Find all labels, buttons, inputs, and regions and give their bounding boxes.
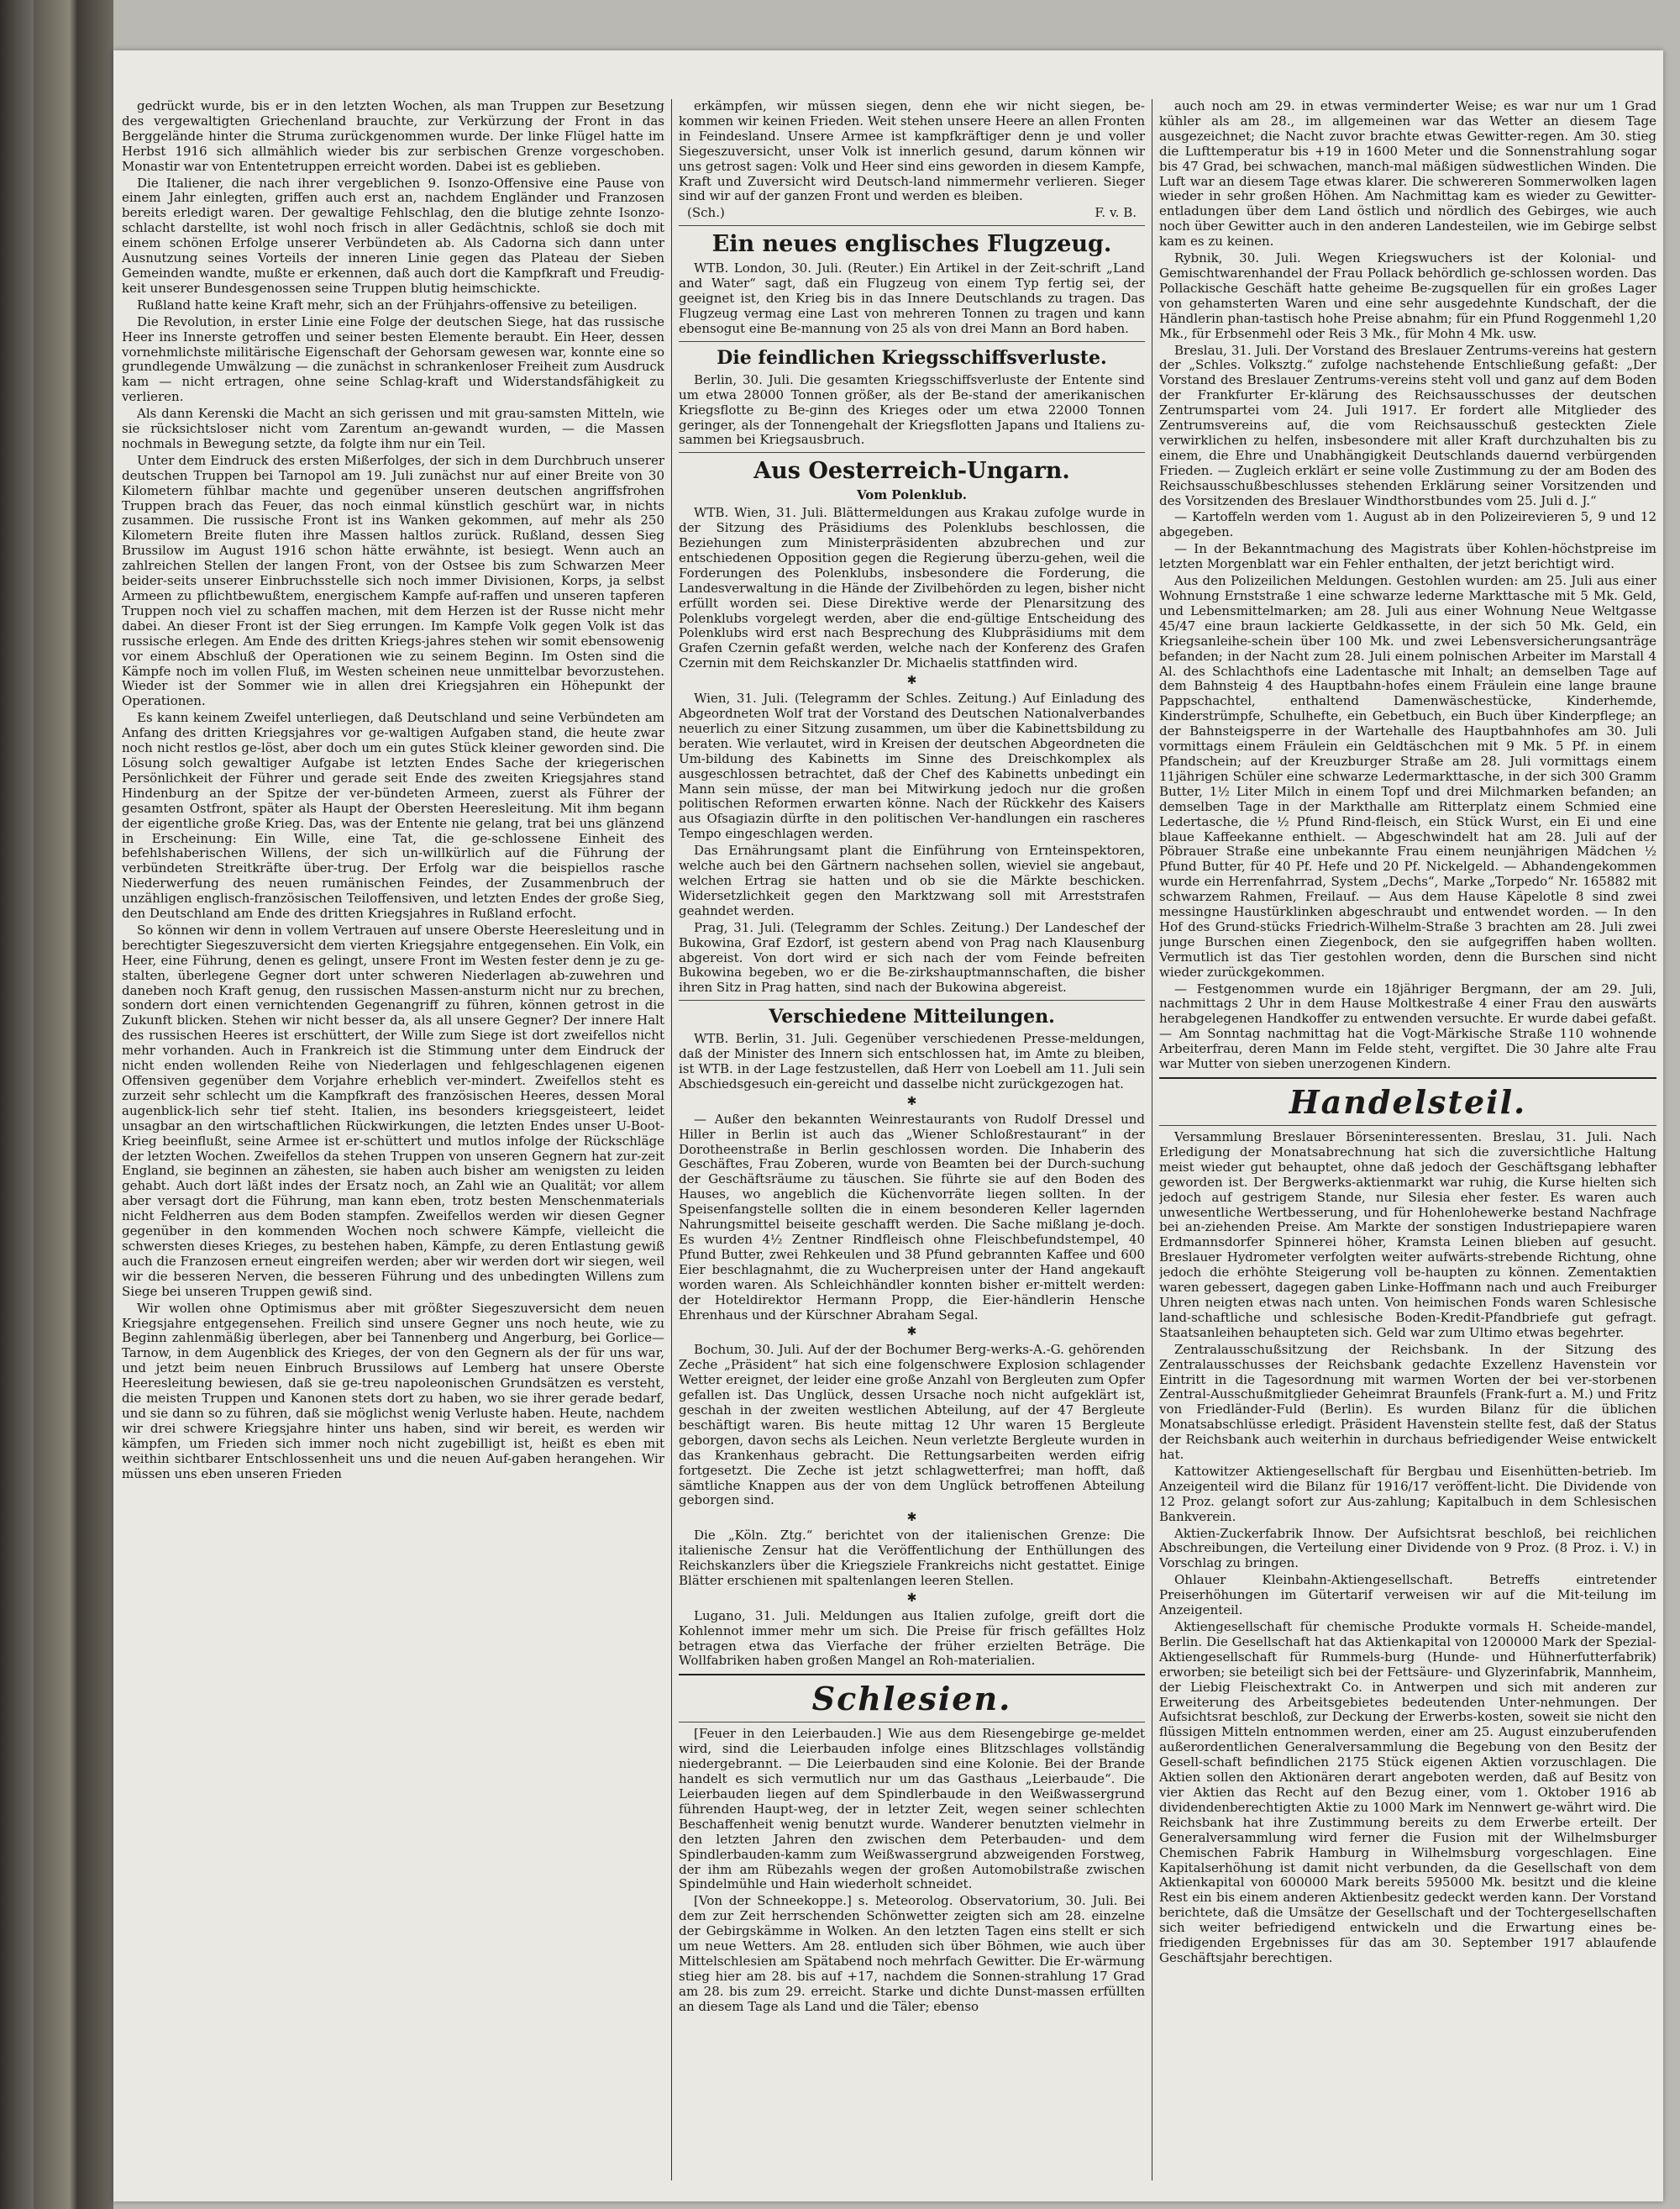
section-star: ✱	[906, 1591, 917, 1605]
headline-mitteilungen: Verschiedene Mitteilungen.	[769, 1006, 1055, 1028]
article-paragraph: Als dann Kerenski die Macht an sich gerissen und mit grau-samsten Mitteln, wie sie rücksichtsloser nicht vom Zarentum an-gewandt wurden, — die Massen nochmals in Bewegung setzte, da folgte ihm nur ein Teil.	[122, 406, 664, 451]
article-paragraph: WTB. Berlin, 31. Juli. Gegenüber verschiedenen Presse-meldungen, daß der Minister des Innern sich entschlossen hat, im Amte zu bleiben, ist WTB. in der Lage festzustellen, daß Herr von Loebell am 11. Juli sein Abschiedsgesuch ein-gereicht und dasselbe nicht zurückgezogen hat.	[679, 1031, 1145, 1091]
separator	[679, 1674, 1145, 1675]
article-paragraph: auch noch am 29. in etwas verminderter Weise; es war nur um 1 Grad kühler als am 28., im allgemeinen war das Wetter an diesem Tage ausgezeichnet; die Nacht zuvor brachte etwas Gewitter-regen. Am 30. stieg die Lufttemperatur bis +19 in 1600 Meter und die Sonnenstrahlung sogar bis 47 Grad, bei schwachen, manch-mal mäßigen südwestlichen Winden. Die Luft war an diesem Tage etwas klarer. Die schwereren Sommerwolken lagen wieder in sehr großen Höhen. Am Nachmittag kam es wieder zu Gewitter-entladungen über dem Land östlich und nördlich des Gebirges, wie auch noch über Gewitter auch in den anderen Landesteilen, wie im Gebirge selbst kam es zu keinen.	[1159, 99, 1656, 250]
signature-left: (Sch.)	[687, 205, 725, 221]
article-paragraph: Ohlauer Kleinbahn-Aktiengesellschaft. Betreffs eintretender Preiserhöhungen im Gütertarif verweisen wir auf die Mit-teilung im Anzeigenteil.	[1159, 1572, 1656, 1618]
section-star: ✱	[906, 1511, 917, 1525]
mitteilungen-body	[679, 1032, 1145, 1669]
subhead-polenklub: Vom Polenklub.	[856, 487, 968, 503]
article-paragraph: [Feuer in den Leierbauden.] Wie aus dem Riesengebirge ge-meldet wird, sind die Leierbauden infolge eines Blitzschlages vollständig niedergebrannt. — Die Leierbauden sind eine Kolonie. Bei der Brande handelt es sich vermutlich nur um das Gasthaus „Leierbaude“. Die Leierbauden liegen auf dem Spindlerbaude in den Weißwassergrund führenden Haupt-weg, der in letzter Zeit, wegen seiner schlechten Beschaffenheit wenig benutzt wurde. Wanderer benutzten vielmehr in den letzten Jahren den zwischen dem Peterbauden- und dem Spindlerbauden-kamm zum Weißwassergrund abzweigenden Forstweg, der ihm am Rübezahls wegen der großen Automobilstraße zwischen Spindelmühle und Hain wiederholt schneidet.	[679, 1726, 1145, 1892]
article-flugzeug: WTB. London, 30. Juli. (Reuter.) Ein Artikel in der Zeit-schrift „Land and Water“ sagt, daß ein Flugzeug von einem Typ fertig sei, der geeignet ist, den Krieg bis in das Innere Deutschlands zu tragen. Das Flugzeug vermag eine Last von mehreren Tonnen zu tragen und kann ebensogut eine Be-mannung von 25 als von drei Mann an Bord haben.	[679, 260, 1145, 336]
article-paragraph: Versammlung Breslauer Börseninteressenten. Breslau, 31. Juli. Nach Erledigung der Monatsabrechnung hat sich die zuversichtliche Haltung meist wieder gut behauptet, ohne daß jedoch der Geschäftsgang lebhafter geworden ist. Der Bergwerks-aktienmarkt war ruhig, die Kurse hielten sich jedoch auf gestrigem Stande, nur Silesia eher fester. Es waren auch unwesentliche Wertbesserung, und für Hohenlohewerke bestand Nachfrage bei an-ziehenden Preise. Am Markte der sonstigen Industriepapiere waren Erdmannsdorfer Spinnerei höher, Kramsta Leinen blieben auf gesucht. Breslauer Hydrometer verfolgten weiter aufwärts-strebende Richtung, ohne jedoch die erhöhte Steigerung voll be-haupten zu können. Zementaktien waren gebessert, dagegen gaben Linke-Hoffmann nach und auch Freiburger Uhren neigten etwas nach unten. Von heimischen Fonds waren Schlesische land-schaftliche und schlesische Boden-Kredit-Pfandbriefe gut gefragt. Staatsanleihen behaupteten sich. Geld war zum Ultimo etwas begehrter.	[1159, 1129, 1656, 1340]
article-paragraph: Rußland hatte keine Kraft mehr, sich an der Frühjahrs-offensive zu beteiligen.	[137, 297, 638, 313]
schlesien-body	[679, 1727, 1145, 2014]
article-paragraph: Breslau, 31. Juli. Der Vorstand des Breslauer Zentrums-vereins hat gestern der „Schles. Volksztg.“ zufolge nachstehende Entschließung gefaßt: „Der Vorstand des Breslauer Zentrums-vereins steht voll und ganz auf dem Boden der Frankfurter Er-klärung des Reichsausschusses der deutschen Zentrumspartei vom 24. Juli 1917. Er fordert alle Mitglieder des Zentrumsvereins auf, die vom Reichsausschuß gesteckten Ziele verwirklichen zu helfen, insbesondere mit aller Kraft durchzuhalten bis zu einem, die Ehre und Unabhängigkeit Deutschlands dauernd verbürgenden Frieden. — Zugleich erklärt er seine volle Zustimmung zu der am Boden des Reichsausschußbeschlusses stehenden Erklärung seiner Vorsitzenden und des Vorsitzenden des Breslauer Windthorstbundes vom 25. Juli d. J.“	[1159, 342, 1656, 508]
column-3-local-news	[1159, 99, 1656, 1072]
column-rule-1	[671, 99, 672, 2180]
article-paragraph: Bochum, 30. Juli. Auf der der Bochumer Berg-werks-A.-G. gehörenden Zeche „Präsident“ hat sich eine folgenschwere Explosion schlagender Wetter ereignet, der leider eine große Anzahl von Bergleuten zum Opfer gefallen ist. Das Unglück, dessen Ursache noch nicht aufgeklärt ist, geschah in der zweiten westlichen Abteilung, auf der 47 Bergleute beschäftigt waren. Bis heute mittag 12 Uhr waren 15 Bergleute geborgen, davon sechs als Leichen. Neun verletzte Bergleute wurden in das Krankenhaus gebracht. Die Rettungsarbeiten werden eifrig fortgesetzt. Die Zeche ist jetzt schlagwetterfrei; man hofft, daß sämtliche Knappen aus der von dem Unglück betroffenen Abteilung geborgen sind.	[679, 1342, 1145, 1508]
separator	[679, 225, 1145, 226]
article-paragraph: So können wir denn in vollem Vertrauen auf unsere Oberste Heeresleitung und in berechtigter Siegeszuversicht dem vierten Kriegsjahre entgegensehen. Ein Volk, ein Heer, eine Führung, denen es gelingt, unsere Front im Westen fester denn je zu ge-stalten, überlegene Gegner dort unter schweren Niederlagen ab-zuwehren und daneben noch Kraft genug, den russischen Massen-ansturm nicht nur zu brechen, sondern dort einen vernichtenden Gegenangriff zu führen, können getrost in die Zukunft blicken. Stehen wir nicht besser da, als all unsere Gegner? Der innere Halt des russischen Heeres ist erschüttert, der Wille zum Siege ist dort zweifellos nicht mehr vorhanden. Auch in Frankreich ist die Stimmung unter dem Eindruck der nicht enden wollenden Reihe von Niederlagen und fehlgeschlagenen eigenen Offensiven gegenüber dem Vorjahre erheblich ver-mindert. Zweifellos steht es zurzeit sehr schlecht um die Kampfkraft des französischen Heeres, dessen Moral augenblick-lich sehr tief steht. Italien, ins besonders kriegsgeisteert, leidet unsagbar an den wirtschaftlichen Rückwirkungen, die letzten Endes unser U-Boot-Krieg beeinflußt, seine Armee ist er-schüttert und mutlos infolge der Rückschläge der letzten Wochen. Zweifellos da stehen Truppen von unseren Gegnern hat zur-zeit England, sie beginnen an zähesten, sie haben auch bisher am wenigsten zu leiden gehabt. Auch dort läßt indes der Ersatz noch, an Zahl wie an Qualität; vor allem aber versagt dort die Führung, man kann eben, trotz besten Menschenmaterials nicht Feldherren aus dem Boden stampfen. Zweifellos werden wir diesen Gegner gegenüber in den kommenden Wochen noch schwere Kämpfe, vielleicht die schwersten dieses Krieges, zu bestehen haben, Kämpfe, zu deren Entlastung gewiß auch die Franzosen erneut eingreifen werden; aber wir werden dort wir siegen, weil wir die besseren Nerven, die besseren Führung und des unbedingten Willens zum Siege bei unseren Truppen gewiß sind.	[122, 922, 664, 1299]
article-signature	[687, 206, 1137, 221]
article-paragraph: Unter dem Eindruck des ersten Mißerfolges, der sich in dem Durchbruch unserer deutschen Truppen bei Tarnopol am 19. Juli zunächst nur auf einer Breite von 30 Kilometern fühlbar machte und gegenüber unseren deutschen angriffsfrohen Truppen brach das Feuer, das noch einmal künstlich geschürt war, in nichts zusammen. Die russische Front ist ins Wanken gekommen, auf mehr als 250 Kilometern Breite fluten ihre Massen haltlos zurück. Rußland, dessen Sieg Brussilow im August 1916 schon hätte erwähnte, ist besiegt. Wenn auch an zahlreichen Stellen der langen Front, von der Ostsee bis zum Schwarzen Meer beider-seits unserer Einbruchsstelle sich noch immer Divisionen, Korps, ja selbst Armeen zu pflichtbewußtem, energischem Kampfe auf-raffen und unseren tapferen Truppen noch viel zu schaffen machen, mit dem Herzen ist der Russe nicht mehr dabei. An dieser Front ist der Sieg errungen. Im Kampfe Volk gegen Volk ist das russische erlegen. Am Ende des dritten Kriegs-jahres stehen wir somit ebensowenig vor einem Abschluß der Operationen wie zu seinem Beginn. Im Osten sind die Kämpfe noch im vollen Fluß, im Westen scheinen neue unmittelbar bevorzustehen. Wieder ist der Sommer wie in allen drei Kriegsjahren ein Höhepunkt der Operationen.	[122, 452, 664, 709]
column-3	[1159, 99, 1656, 2180]
article-paragraph: Aktiengesellschaft für chemische Produkte vormals H. Scheide-mandel, Berlin. Die Gesellschaft hat das Aktienkapital von 1200000 Mark der Spezial-Aktiengesellschaft für Rummels-burg (Hunde- und Hühnerfutterfabrik) erworben; sie beteiligt sich bei der Fettsäure- und Glyzerinfabrik, Mannheim, der Liebig Fleischextrakt Co. in Antwerpen und sich mit anderen zur Erweiterung des Arbeitsgebietes bedeutenden Unter-nehmungen. Der Aufsichtsrat beschloß, zur Deckung der Erwerbs-kosten, soweit sie nicht den flüssigen Mitteln entnommen werden, einer am 25. August einzuberufenden außerordentlichen Generalversammlung die Begebung von den Besitz der Gesell-schaft befindlichen 2175 Stück eigenen Aktien vorzuschlagen. Die Aktien sollen den Aktionären derart angeboten werden, daß auf Besitz von vier Aktien das Recht auf den Bezug einer, vom 1. Oktober 1916 ab dividendenberechtigten Aktie zu 1000 Mark im Nennwert ge-währt wird. Die Reichsbank hat ihre Zustimmung bereits zu dem Erwerbe erteilt. Der Generalversammlung wird ferner die Fusion mit der Wilhelmsburger Chemischen Fabrik Hamburg in Wilhelmsburg vorgeschlagen. Eine Kapitalserhöhung ist damit nicht verbunden, da die Gesellschaft von dem Aktienkapital von 600000 Mark bereits 595000 Mk. besitzt und die kleine Rest ein bis einem anderen Aktienbesitz gedeckt werden kann. Der Vorstand berichtete, daß die Umsätze der Gesellschaft und der Tochtergesellschaften sich weiter befriedigend entwickeln und die Erwartung eines be-friedigenden Ergebnisses für das am 30. September 1917 ablaufende Geschäftsjahr berechtigen.	[1159, 1619, 1656, 1965]
handelsteil-body	[1159, 1130, 1656, 1966]
page-edges	[34, 0, 113, 2209]
article-paragraph: Zentralausschußsitzung der Reichsbank. In der Sitzung des Zentralausschusses der Reichsbank gedachte Exzellenz Havenstein vor Eintritt in die Tagesordnung mit warmen Worten der bei ver-storbenen Zentral-Ausschußmitglieder Geheimrat Braunfels (Frank-furt a. M.) und Fritz von Friedländer-Fuld (Berlin). Es wurden Bilanz für die üblichen Monatsabschlüsse erledigt. Präsident Havenstein stellte fest, daß der Status der Reichsbank auch weiterhin in durchaus befriedigender Weise entwickelt hat.	[1159, 1341, 1656, 1463]
article-ernaehrung: Das Ernährungsamt plant die Einführung von Ernteinspektoren, welche auch bei den Gärtnern nachsehen sollen, wieviel sie angebaut, welchen Ertrag sie hatten und ob sie die Märkte beschicken. Widersetzlichkeit gegen den Marktzwang soll mit Arreststrafen geahndet werden.	[679, 843, 1145, 918]
article-paragraph: — Außer den bekannten Weinrestaurants von Rudolf Dressel und Hiller in Berlin ist auch das „Wiener Schloßrestaurant“ in der Dorotheenstraße in Berlin geschlossen worden. Die Inhaberin des Geschäftes, Frau Zoberen, wurde von Beamten bei der Durch-suchung der Geschäftsräume zu täuschen. Sie führte sie auf den Boden des Hauses, wo angeblich die Küchenvorräte liegen sollten. In der Speisenfangstelle sollten die in einem besonderen Keller lagernden Nahrungsmittel beiseite geschafft werden. Die Sache mißlang je-doch. Es wurden 4½ Zentner Rindfleisch ohne Fleischbefundstempel, 40 Pfund Butter, zwei Rehkeulen und 38 Pfund gebrannten Kaffee und 600 Eier beschlagnahmt, die zu Wucherpreisen unter der Hand angekauft worden waren. Als Schleichhändler konnten bisher er-mittelt werden: der Hoteldirektor Hermann Propp, die Eier-händlerin Hensche Ehrenhaus und der Kürschner Abraham Segal.	[679, 1111, 1145, 1323]
article-paragraph: Rybnik, 30. Juli. Wegen Kriegswuchers ist der Kolonial- und Gemischtwarenhandel der Frau Pollack behördlich ge-schlossen worden. Das Pollackische Geschäft hatte geheime Be-zugsquellen für ein großes Lager von gehamsterten Waren und eine sehr ausgedehnte Kundschaft, der die Händlerin phan-tastisch hohe Preise abnahm; für ein Pfund Roggenmehl 1,20 Mk., für Erbsenmehl oder Reis 3 Mk., für Mohn 4 Mk. usw.	[1159, 250, 1656, 341]
column-1	[122, 99, 664, 2180]
article-paragraph: Die „Köln. Ztg.“ berichtet von der italienischen Grenze: Die italienische Zensur hat die Veröffentlichung der Enthüllungen des Reichskanzlers über die Kriegsziele Frankreichs nicht gestattet. Einige Blätter erschienen mit spaltenlangen leeren Stellen.	[679, 1528, 1145, 1588]
separator	[1159, 1077, 1656, 1079]
article-paragraph: Die Revolution, in erster Linie eine Folge der deutschen Siege, hat das russische Heer ins Innerste getroffen und seiner besten Elemente beraubt. Ein Heer, dessen vornehmlichste militärische Eigenschaft der Gehorsam gewesen war, konnte eine so grundlegende Umwälzung — die zunächst in schrankenloser Freiheit zum Ausdruck kam — nicht ertragen, ohne seine Schlag-kraft und Widerstandsfähigkeit zu verlieren.	[122, 313, 664, 405]
section-star: ✱	[906, 1325, 917, 1339]
article-paragraph: Kattowitzer Aktiengesellschaft für Bergbau und Eisenhütten-betrieb. Im Anzeigenteil wird die Bilanz für 1916/17 veröffent-licht. Die Dividende von 12 Proz. gelangt sofort zur Aus-zahlung; Kapitalbuch in dem Schlesischen Bankverein.	[1159, 1463, 1656, 1524]
signature-right: F. v. B.	[1095, 205, 1137, 221]
article-paragraph: Wir wollen ohne Optimismus aber mit größter Siegeszuversicht dem neuen Kriegsjahre entgegensehen. Freilich sind unsere Gegner uns noch heute, wie zu Beginn zahlenmäßig überlegen, aber bei Tannenberg und Angerburg, bei Gorlice—Tarnow, in dem Augenblick des Krieges, der von den Gegnern als der für uns war, und jetzt beim neuen Einbruch Brussilows auf Lemberg hat unsere Oberste Heeresleitung bewiesen, daß sie ge-treu napoleonischen Grundsätzen es versteht, die meisten Truppen und Kanonen stets dort zu haben, wo sie ihrer gerade bedarf, und sie dann so zu führen, daß sie möglichst wenig Verluste haben. Heute, nachdem wir drei schwere Kriegsjahre hinter uns haben, sind wir bereit, es werden wir kämpfen, um Frieden sich immer noch nicht zugebilligt ist, heißt es eben mit weithin sichtbarer Entschlossenheit uns und die neuen Auf-gaben herangehen. Wir müssen uns eben unseren Frieden	[122, 1300, 664, 1481]
article-polenklub: WTB. Wien, 31. Juli. Blättermeldungen aus Krakau zufolge wurde in der Sitzung des Präsidiums des Polenklubs beschlossen, die Beziehungen zum Ministerpräsidenten abzubrechen und zur entschiedenen Opposition gegen die Regierung überzu-gehen, weil die Forderungen des Polenklubs, insbesondere die Forderung, die Landesverwaltung in die Hände der Zivilbehörden zu legen, bisher nicht erfüllt worden sei. Diese Direktive werde der Plenarsitzung des Polenklubs vorgelegt werden, aber die end-gültige Entscheidung des Polenklubs wird erst nach Besprechung des Klubpräsidiums mit dem Grafen Czernin gefaßt werden, welche nach der Konferenz des Grafen Czernin mit dem Reichskanzler Dr. Michaelis stattfinden wird.	[679, 505, 1145, 671]
article-paragraph: [Von der Schneekoppe.] s. Meteorolog. Observatorium, 30. Juli. Bei dem zur Zeit herrschenden Schönwetter zeigten sich am 28. einzelne der Gebirgskämme in Wolken. An den letzten Tagen eins stellt er sich um neue Wetters. Am 28. entluden sich über Böhmen, wie auch über Mittelschlesien am Spätabend noch mehrfach Gewitter. Die Er-wärmung stieg hier am 28. bis auf +17, nachdem die Sonnen-strahlung 17 Grad am 28. bis zum 29. erreicht. Starke und dichte Dunst-massen erfüllten an diesem Tage als Land und die Täler; ebenso	[679, 1893, 1145, 2014]
article-paragraph: — Festgenommen wurde ein 18jähriger Bergmann, der am 29. Juli, nachmittags 2 Uhr in dem Hause Moltkestraße 4 einer Frau den auswärts herabgelegenen Handkoffer zu entwenden versuchte. Er wurde dabei gefaßt. — Am Sonntag nachmittag hat die Vogt-Märkische Straße 110 wohnende Arbeiterfrau, deren Mann im Felde steht, vergiftet. Die 30 Jahre alte Frau war Mutter von sieben unerzogenen Kindern.	[1159, 981, 1656, 1072]
separator	[1159, 1125, 1656, 1126]
separator	[679, 452, 1145, 453]
column-2	[679, 99, 1145, 2180]
article-prag: Prag, 31. Juli. (Telegramm der Schles. Zeitung.) Der Landeschef der Bukowina, Graf Ezdorf, ist gestern abend von Prag nach Klausenburg abgereist. Von dort wird er sich nach der vom Feinde befreiten Bukowina begeben, wo er die Be-zirkshauptmannschaften, die bisher ihren Sitz in Prag hatten, sind nach der Bukowina abgereist.	[679, 919, 1145, 996]
section-star: ✱	[906, 674, 917, 688]
headline-schlesien: Schlesien.	[811, 1680, 1012, 1718]
headline-oesterreich: Aus Oesterreich-Ungarn.	[753, 458, 1070, 485]
article-paragraph: — In der Bekanntmachung des Magistrats über Kohlen-höchstpreise im letzten Morgenblatt war ein Fehler enthalten, der jetzt berichtigt wird.	[1159, 541, 1656, 572]
article-paragraph: Lugano, 31. Juli. Meldungen aus Italien zufolge, greift dort die Kohlennot immer mehr um sich. Die Preise für frisch gefälltes Holz betragen etwa das Vierfache der früher erzielten Beträge. Die Wollfabriken haben großen Mangel an Roh-materialien.	[679, 1607, 1145, 1669]
headline-flugzeug: Ein neues englisches Flugzeug.	[711, 231, 1112, 258]
article-paragraph: Aktien-Zuckerfabrik Ihnow. Der Aufsichtsrat beschloß, bei reichlichen Abschreibungen, die Verteilung einer Dividende von 9 Proz. (8 Proz. i. V.) in Vorschlag zu bringen.	[1159, 1525, 1656, 1571]
headline-handelsteil: Handelsteil.	[1289, 1083, 1527, 1121]
book-binding	[0, 0, 34, 2209]
separator	[679, 341, 1145, 342]
headline-verluste: Die feindlichen Kriegsschiffsverluste.	[717, 346, 1107, 369]
section-star: ✱	[906, 1094, 917, 1108]
separator	[679, 1000, 1145, 1001]
article-paragraph: — Kartoffeln werden vom 1. August ab in den Polizeirevieren 5, 9 und 12 abgegeben.	[1159, 509, 1656, 540]
column-1-body	[122, 99, 664, 1481]
article-wien: Wien, 31. Juli. (Telegramm der Schles. Zeitung.) Auf Einladung des Abgeordneten Wolf trat der Vorstand des Deutschen Nationalverbandes neuerlich zu einer Sitzung zusammen, um über die Kabinettsbildung zu beraten. Wie verlautet, wird in Kreisen der deutschen Abgeordneten die Um-bildung des Kabinetts im Sinne des Dreischkomplex als ausgeschlossen betrachtet, daß der Chef des Kabinetts unbedingt ein Mann sein müsse, der man bei Mitwirkung jedoch nur die großen politischen Reformen erwarten könne. Nach der Rückkehr des Kaisers aus Ofsagiazin dürfte in den politischen Ver-handlungen ein rascheres Tempo eingeschlagen werden.	[679, 691, 1145, 842]
newspaper-page	[113, 50, 1663, 2201]
article-paragraph: Aus den Polizeilichen Meldungen. Gestohlen wurden: am 25. Juli aus einer Wohnung Ernststraße 1 eine schwarze lederne Markttasche mit 5 Mk. Geld, und Lebensmittelmarken; am 28. Juli aus einer Wohnung Neue Weltgasse 45/47 eine braun lackierte Geldkassette, in der sich 50 Mk. Geld, ein Kriegsanleihe-schein über 100 Mk. und zwei Lebensversicherungsanträge befanden; in der Nacht zum 28. Juli einem polnischen Arbeiter im Marstall 4 Al. des Schlachthofs eine Ladentasche mit Inhalt; an demselben Tage auf dem Bahnsteig 4 des Hauptbahn-hofes einem Fräulein eine lange braune Pappschachtel, enthaltend Damenwäschestücke, Kinderhemde, Kinderstrümpfe, Schulhefte, ein Gebetbuch, ein Buch über Kinderpflege; an der Bahnsteigsperre in der Wartehalle des Hauptbahnhofes am 30. Juli vormittags einem Fräulein ein Geldtäschchen mit 9 Mk. 5 Pf. in einem Pfandschein; auf der Kreuzburger Straße am 28. Juli vormittags einem 11jährigen Schüler eine schwarze Ledermarkttasche, in der sich 300 Gramm Butter, 1½ Liter Milch in einem Topf und drei Milchmarken befanden; an demselben Tage in der Markthalle am Ritterplatz einem Schmied eine Ledertasche, die ½ Pfund Rind-fleisch, ein Stück Wurst, ein Ei und eine blaue Kaffeekanne enthielt. — Abgeschwindelt hat am 28. Juli auf der Pöbrauer Straße eine unbekannte Frau einem neunjährigen Mädchen ½ Pfund Butter, für 40 Pf. Hefe und 20 Pf. Nickelgeld. — Abhandengekommen wurde ein Herrenfahrrad, System „Dechs“, Marke „Torpedo“ Nr. 165882 mit schwarzem Rahmen, Freilauf. — Aus dem Hause Käpelotle 8 sind zwei messingne Haustürklinken abgeschraubt und entwendet worden. — In den Hof des Grund-stücks Friedrich-Wilhelm-Straße 3 brachten am 28. Juli zwei junge Burschen einen Ziegenbock, den sie aufgegriffen haben wollten. Vermutlich ist das Tier gestohlen worden, denn die Burschen sind nicht wieder zurückgekommen.	[1159, 573, 1656, 980]
article-verluste: Berlin, 30. Juli. Die gesamten Kriegsschiffsverluste der Entente sind um etwa 28000 Tonnen größer, als der Be-stand der amerikanischen Kriegsflotte zu Be-ginn des Krieges oder um etwa 22000 Tonnen geringer, als der Tonnengehalt der Kriegsflotten Japans und Italiens zu-sammen bei Kriegsausbruch.	[679, 371, 1145, 448]
article-intro: erkämpfen, wir müssen siegen, denn ehe wir nicht siegen, be-kommen wir keinen Frieden. Weit stehen unsere Heere an allen Fronten in Feindesland. Unsere Armee ist kampfkräftiger denn je und voller Siegeszuversicht, unser Volk ist innerlich gesund, darum können wir uns getrost sagen: Volk und Heer sind eins geworden in diesem Kampfe, Kraft und Zuversicht wird Deutsch-land nimmermehr verlieren. Sieger sind wir auf der ganzen Front und werden es bleiben.	[679, 99, 1145, 204]
article-paragraph: gedrückt wurde, bis er in den letzten Wochen, als man Truppen zur Besetzung des vergewaltigten Griechenland brauchte, zur Verkürzung der Front in das Berggelände hinter die Struma zurückgenommen wurde. Der linke Flügel hatte im Herbst 1916 sich allmählich wieder bis zur serbischen Grenze vorgeschoben. Monastir war von Ententetruppen erreicht worden. Dabei ist es geblieben.	[122, 99, 664, 174]
article-paragraph: Es kann keinem Zweifel unterliegen, daß Deutschland und seine Verbündeten am Anfang des dritten Kriegsjahres vor ge-waltigen Aufgaben stand, die heute zwar noch nicht restlos ge-löst, aber doch um ein gutes Stück kleiner geworden sind. Die Lösung solch gewaltiger Aufgabe ist letzten Endes Sache der kriegerischen Persönlichkeit der Führer und gerade seit Ende des zweiten Kriegsjahres stand Hindenburg an der Spitze der ver-bündeten Armeen, zuerst als Führer der gesamten Ostfront, später als Haupt der Obersten Heeresleitung. Mit ihm begann der eigentliche große Krieg. Das, was der Entente nie gelang, trat bei uns glänzend in Erscheinung: Ein Wille, eine Tat, die ge-schlossene Einheit des befehlshaberischen Willens, der sich un-willkürlich auf die Führung der verbündeten Streitkräfte über-trug. Der Erfolg war die beispiellos rasche Niederwerfung des neuen rumänischen Feindes, der Zusammenbruch der unzähligen englisch-französischen Teiloffensiven, und letzten Endes der große Sieg, den Deutschland am Ende des dritten Kriegsjahres in Rußland erfocht.	[122, 710, 664, 922]
article-paragraph: Die Italiener, die nach ihrer vergeblichen 9. Isonzo-Offensive eine Pause von einem Jahr einlegten, griffen auch erst an, nachdem Engländer und Franzosen bereits erledigt waren. Der gewaltige Fehlschlag, den die blutige zehnte Isonzo-schlacht darstellte, ist wohl noch frisch in aller Gedächtnis, schloß sie doch mit einem schönen Erfolge unserer Verbündeten ab. Als Cadorna sich dann unter Ausnutzung seines Vorteils der inneren Linie gegen das Plateau der Sieben Gemeinden wandte, mußte er erkennen, daß auch dort die Kampfkraft und Freudig-keit unserer Bundesgenossen seine Truppen blutig heimschickte.	[122, 175, 664, 296]
